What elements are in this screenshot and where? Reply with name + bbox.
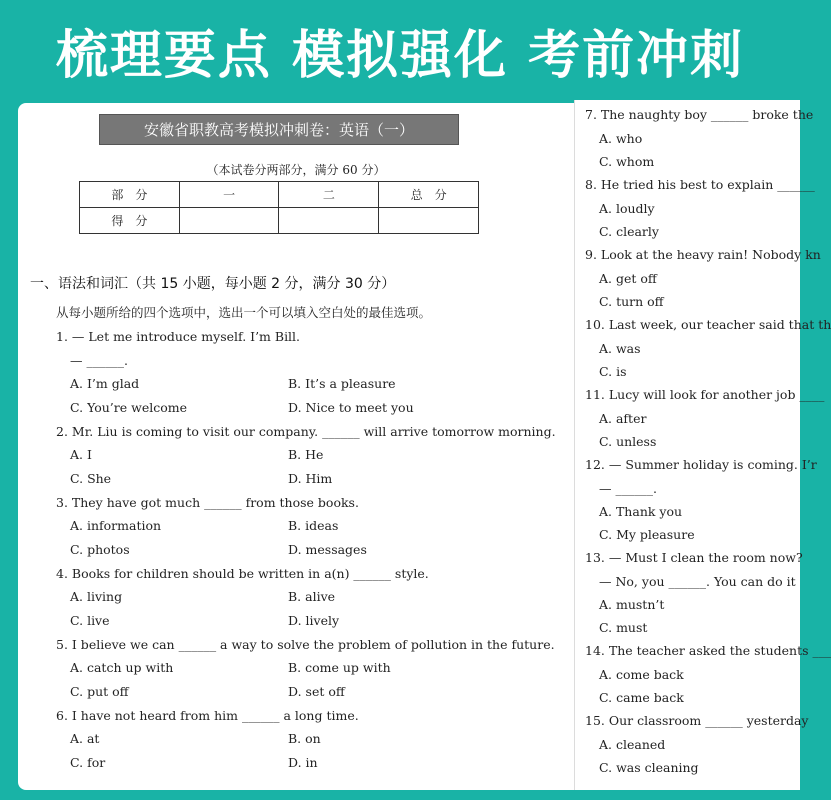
question-line: 11. Lucy will look for another job ____ <box>585 387 825 402</box>
question-line: A. catch up with <box>70 660 174 675</box>
question-line: 4. Books for children should be written in a(n) ______ style. <box>56 566 429 581</box>
section-heading: 一、语法和词汇（共 15 小题，每小题 2 分，满分 30 分） <box>30 276 396 292</box>
frame-bottom <box>0 790 800 800</box>
table-cell: 二 <box>279 182 379 208</box>
question-line: C. photos <box>70 542 130 557</box>
question-line: D. Nice to meet you <box>288 400 414 415</box>
question-line: A. information <box>70 518 162 533</box>
table-cell <box>179 208 279 234</box>
question-line: D. in <box>288 755 318 770</box>
exam-page-right <box>574 100 831 790</box>
question-line: A. who <box>599 131 643 146</box>
question-line: 8. He tried his best to explain ______ <box>585 177 815 192</box>
question-line: B. He <box>288 447 324 462</box>
question-line: — No, you ______. You can do it <box>599 574 796 589</box>
question-line: 14. The teacher asked the students ___ <box>585 643 831 658</box>
question-line: C. clearly <box>599 224 659 239</box>
question-line: C. You’re welcome <box>70 400 187 415</box>
question-line: B. ideas <box>288 518 339 533</box>
question-line: C. turn off <box>599 294 664 309</box>
question-line: D. lively <box>288 613 340 628</box>
exam-page-left <box>18 103 574 790</box>
question-line: A. at <box>70 731 100 746</box>
banner-slogan: 梳理要点 模拟强化 考前冲刺 <box>55 25 745 86</box>
question-line: A. cleaned <box>599 737 666 752</box>
question-line: D. set off <box>288 684 345 699</box>
question-line: 3. They have got much ______ from those books. <box>56 495 359 510</box>
question-line: 12. — Summer holiday is coming. I’r <box>585 457 817 472</box>
question-line: 10. Last week, our teacher said that th <box>585 317 831 332</box>
question-line: A. I’m glad <box>70 376 140 391</box>
question-line: 6. I have not heard from him ______ a long time. <box>56 708 359 723</box>
question-line: C. unless <box>599 434 657 449</box>
question-line: C. put off <box>70 684 129 699</box>
question-line: A. living <box>70 589 123 604</box>
table-cell: 一 <box>179 182 279 208</box>
question-line: A. was <box>599 341 641 356</box>
question-line: 5. I believe we can ______ a way to solve the problem of pollution in the future. <box>56 637 555 652</box>
question-line: 15. Our classroom ______ yesterday <box>585 713 809 728</box>
question-line: C. live <box>70 613 110 628</box>
table-cell <box>379 208 479 234</box>
question-line: C. She <box>70 471 112 486</box>
question-line: 1. — Let me introduce myself. I’m Bill. <box>56 329 301 344</box>
exam-title: 安徽省职教高考模拟冲刺卷：英语（一） <box>99 114 459 145</box>
question-line: 2. Mr. Liu is coming to visit our company. ______ will arrive tomorrow morning. <box>56 424 556 439</box>
question-line: A. I <box>70 447 92 462</box>
score-table <box>79 181 479 234</box>
question-line: 13. — Must I clean the room now? <box>585 550 803 565</box>
question-line: B. on <box>288 731 321 746</box>
question-line: B. alive <box>288 589 336 604</box>
question-line: A. get off <box>599 271 657 286</box>
question-line: 7. The naughty boy ______ broke the <box>585 107 814 122</box>
question-line: C. whom <box>599 154 655 169</box>
question-line: A. come back <box>599 667 684 682</box>
question-line: A. after <box>599 411 647 426</box>
table-cell: 部 分 <box>80 182 180 208</box>
question-line: A. mustn’t <box>599 597 665 612</box>
question-line: D. Him <box>288 471 333 486</box>
question-line: A. loudly <box>599 201 655 216</box>
score-table-row <box>80 208 479 234</box>
question-line: C. must <box>599 620 648 635</box>
table-cell: 得 分 <box>80 208 180 234</box>
question-line: C. is <box>599 364 627 379</box>
question-line: A. Thank you <box>599 504 683 519</box>
question-line: C. My pleasure <box>599 527 695 542</box>
question-line: — ______. <box>70 353 128 368</box>
question-line: B. It’s a pleasure <box>288 376 396 391</box>
table-cell: 总 分 <box>379 182 479 208</box>
question-line: 9. Look at the heavy rain! Nobody kn <box>585 247 821 262</box>
promo-banner <box>0 0 800 100</box>
question-line: C. came back <box>599 690 684 705</box>
section-instruction: 从每小题所给的四个选项中，选出一个可以填入空白处的最佳选项。 <box>56 305 432 320</box>
question-line: C. was cleaning <box>599 760 699 775</box>
table-cell <box>279 208 379 234</box>
question-line: C. for <box>70 755 106 770</box>
question-line: B. come up with <box>288 660 391 675</box>
question-line: D. messages <box>288 542 367 557</box>
score-note: （本试卷分两部分，满分 60 分） <box>206 163 386 177</box>
score-table-row <box>80 182 479 208</box>
question-line: — ______. <box>599 481 657 496</box>
